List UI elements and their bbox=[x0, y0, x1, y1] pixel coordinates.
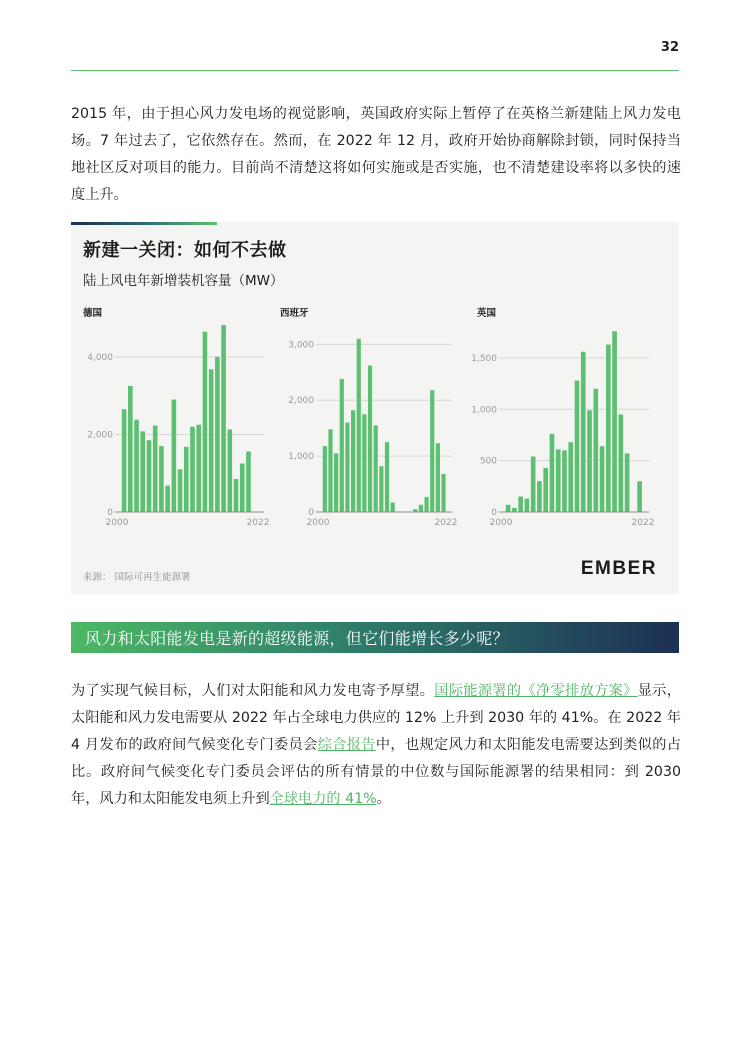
bar bbox=[122, 409, 127, 512]
bar bbox=[436, 443, 440, 512]
x-tick-label: 2022 bbox=[434, 518, 458, 528]
bar bbox=[196, 425, 201, 512]
bar bbox=[600, 446, 605, 512]
y-tick-label: 1,000 bbox=[288, 452, 314, 463]
bar bbox=[190, 427, 195, 512]
y-tick-label: 0 bbox=[491, 508, 497, 518]
x-tick-label: 2022 bbox=[631, 518, 655, 528]
figure-subtitle: 陆上风电年新增装机容量（MW） bbox=[83, 273, 284, 289]
bar bbox=[234, 479, 239, 512]
small-multiples-chart bbox=[71, 222, 679, 594]
bar bbox=[340, 379, 344, 512]
intro-paragraph: 2015 年，由于担心风力发电场的视觉影响，英国政府实际上暂停了在英格兰新建陆上风力发电场。7 年过去了，它依然存在。然而，在 2022 年 12 月，政府开始协商解除封锁，同时保持当地社区反对项目的能力。目前尚不清楚这将如何实施或是否实施，也不清楚建设率将以多快的速度上升。 bbox=[71, 106, 681, 203]
bar bbox=[323, 446, 327, 512]
bar bbox=[221, 325, 226, 512]
bar bbox=[575, 381, 580, 512]
bar bbox=[556, 449, 561, 512]
bar bbox=[619, 414, 624, 512]
bar bbox=[362, 414, 366, 512]
bar bbox=[147, 440, 152, 512]
bar bbox=[178, 469, 183, 512]
bar bbox=[228, 429, 233, 512]
bar bbox=[159, 446, 164, 512]
bar bbox=[328, 429, 332, 512]
bar bbox=[357, 339, 361, 512]
bar bbox=[385, 442, 389, 512]
bar bbox=[368, 366, 372, 512]
x-tick-label: 2000 bbox=[306, 518, 330, 528]
bar bbox=[374, 425, 378, 512]
bar bbox=[424, 497, 428, 512]
y-tick-label: 2,000 bbox=[87, 430, 113, 441]
y-tick-label: 3,000 bbox=[288, 340, 314, 351]
bar bbox=[441, 474, 445, 512]
bar bbox=[543, 468, 548, 512]
body-text-2: 显示，太阳能和风力发电需要从 2022 年占全球电力供应的 12% 上升到 2030 年的 41%。在 2022 年 4 月发布的政府间气候变化专门委员会 bbox=[71, 683, 681, 753]
bar bbox=[625, 453, 630, 512]
ipcc-report-link[interactable]: 综合报告 bbox=[317, 737, 376, 753]
bar bbox=[562, 450, 567, 512]
body-text-3: 中，也规定风力和太阳能发电需要达到类似的占比。政府间气候变化专门委员会评估的所有情景的中位数与国际能源署的结果相同：到 2030 年，风力和太阳能发电须上升到 bbox=[71, 737, 681, 807]
bar bbox=[419, 505, 423, 512]
y-tick-label: 0 bbox=[308, 508, 314, 518]
bar bbox=[334, 453, 338, 512]
bar bbox=[209, 369, 214, 512]
bar bbox=[537, 481, 542, 512]
bar bbox=[165, 486, 170, 512]
bar bbox=[379, 466, 383, 512]
bar bbox=[128, 386, 133, 512]
y-tick-label: 2,000 bbox=[288, 396, 314, 407]
chart-panel-label: 德国 bbox=[83, 308, 103, 319]
y-tick-label: 1,500 bbox=[471, 353, 497, 364]
bar bbox=[518, 497, 523, 512]
bar bbox=[525, 499, 530, 512]
figure-title: 新建一关闭：如何不去做 bbox=[83, 240, 287, 261]
bar bbox=[531, 457, 536, 512]
bar bbox=[568, 442, 573, 512]
bar bbox=[240, 464, 245, 512]
y-tick-label: 1,000 bbox=[471, 405, 497, 416]
bar bbox=[134, 420, 139, 512]
figure-source: 来源： 国际可再生能源署 bbox=[83, 572, 191, 583]
bar bbox=[512, 508, 517, 512]
chart-panel-label: 英国 bbox=[477, 308, 497, 319]
y-tick-label: 4,000 bbox=[87, 352, 113, 363]
bar bbox=[203, 332, 208, 512]
bar bbox=[215, 357, 220, 512]
bar bbox=[430, 390, 434, 512]
bar bbox=[345, 423, 349, 512]
bar bbox=[587, 410, 592, 512]
bar bbox=[153, 426, 158, 512]
bar bbox=[612, 331, 617, 512]
bar bbox=[184, 447, 189, 512]
body-text-4: 。 bbox=[376, 791, 391, 807]
x-tick-label: 2000 bbox=[105, 518, 129, 528]
header-divider bbox=[71, 70, 679, 71]
bar bbox=[391, 503, 395, 513]
ember-logo: EMBER bbox=[580, 558, 657, 579]
chart-panel bbox=[71, 222, 679, 594]
bar bbox=[172, 400, 177, 512]
bar bbox=[581, 352, 586, 512]
page-number: 32 bbox=[660, 40, 679, 55]
body-text-1: 为了实现气候目标，人们对太阳能和风力发电寄予厚望。 bbox=[71, 683, 435, 699]
section-heading-banner bbox=[71, 622, 679, 653]
x-tick-label: 2000 bbox=[489, 518, 513, 528]
bar bbox=[351, 410, 355, 512]
chart-panel-label: 西班牙 bbox=[280, 308, 309, 319]
bar bbox=[550, 434, 555, 512]
y-tick-label: 0 bbox=[107, 508, 113, 518]
bar bbox=[637, 481, 642, 512]
bar bbox=[606, 345, 611, 512]
bar bbox=[506, 505, 511, 512]
x-tick-label: 2022 bbox=[246, 518, 270, 528]
y-tick-label: 500 bbox=[479, 456, 497, 467]
bar bbox=[593, 389, 598, 512]
bar bbox=[246, 452, 251, 512]
section-heading: 风力和太阳能发电是新的超级能源，但它们能增长多少呢？ bbox=[85, 629, 509, 648]
global-power-link[interactable]: 全球电力的 41% bbox=[269, 791, 377, 807]
iea-net-zero-link[interactable]: 国际能源署的《净零排放方案》 bbox=[434, 683, 638, 699]
bar bbox=[140, 431, 145, 512]
body-paragraph bbox=[71, 678, 681, 813]
